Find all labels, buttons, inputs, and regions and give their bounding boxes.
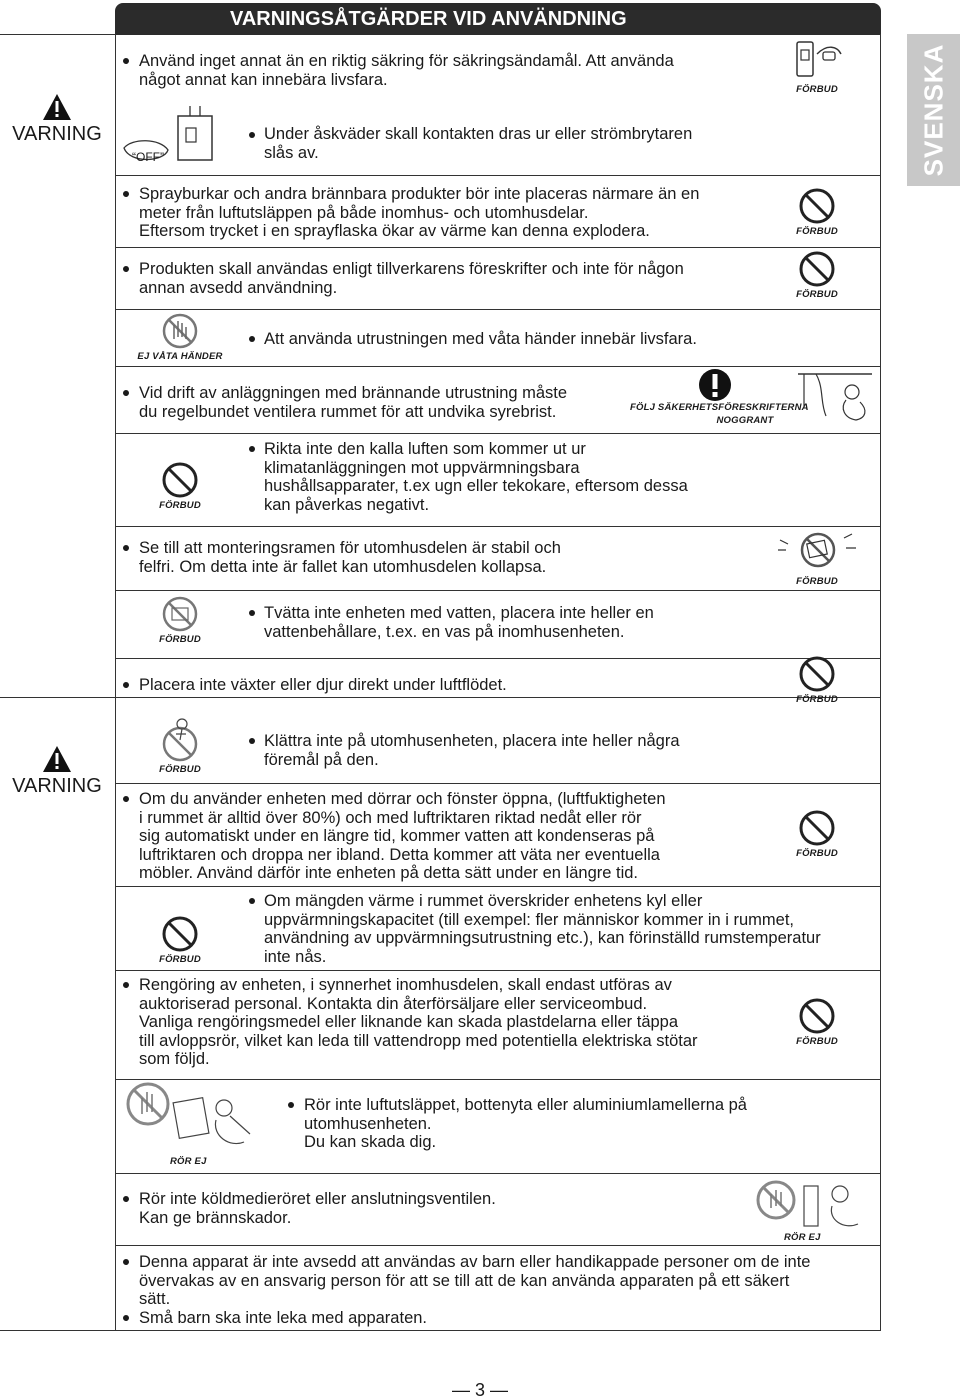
- bullet: [123, 1259, 129, 1265]
- divider: [116, 366, 880, 367]
- collapse-pictogram: [772, 528, 862, 587]
- forbud-pictogram: [140, 914, 220, 965]
- warning-block-bottom: [0, 745, 114, 798]
- text-line: luftriktaren och droppa ner ibland. Detta kommer att väta ner eventuella: [139, 845, 660, 864]
- section-title: VARNINGSÅTGÄRDER VID ANVÄNDNING: [230, 8, 627, 30]
- bullet: [249, 336, 255, 342]
- divider: [116, 590, 880, 591]
- forbud-caption: FÖRBUD: [796, 289, 838, 300]
- forbud-caption: FÖRBUD: [796, 848, 838, 859]
- text-line: Eftersom trycket i en sprayflaska ökar av värme kan denna explodera.: [139, 222, 650, 240]
- item-no-touch-outlet: [304, 1096, 747, 1152]
- text-line: något annat kan innebära livsfara.: [139, 70, 388, 89]
- warning-label: VARNING: [12, 123, 102, 145]
- bullet: [123, 796, 129, 802]
- no-climbing-pictogram: [140, 716, 220, 775]
- divider: [116, 247, 880, 248]
- forbud-caption: FÖRBUD: [796, 226, 838, 237]
- language-tab: [907, 34, 960, 186]
- prohibition-icon: [797, 654, 837, 694]
- bullet: [249, 738, 255, 744]
- text-line: kan påverkas negativt.: [264, 495, 430, 514]
- text-line: Produkten skall användas enligt tillverkarens föreskrifter och inte för någon: [139, 260, 684, 278]
- divider: [116, 309, 880, 310]
- item-children-play: [139, 1309, 427, 1328]
- ror-ej-caption: RÖR EJ: [784, 1232, 821, 1243]
- text-line: Placera inte växter eller djur direkt under luftflödet.: [139, 676, 507, 694]
- text-line: Se till att monteringsramen för utomhusdelen är stabil och: [139, 539, 561, 557]
- forbud-caption: FÖRBUD: [159, 954, 201, 965]
- text-line: sig automatiskt under en längre tid, kommer vatten att kondenseras på: [139, 827, 655, 845]
- bullet: [288, 1102, 294, 1108]
- bullet: [249, 446, 255, 452]
- no-touch-pipe-pictogram: [748, 1176, 868, 1244]
- text-line: inte nås.: [264, 947, 327, 966]
- text-line: möbler. Använd därför inte enheten på detta sätt under en längre tid.: [139, 864, 639, 882]
- item-plants-animals: [139, 676, 507, 695]
- text-line: Du kan skada dig.: [304, 1133, 437, 1151]
- no-touch-outlet-pictogram: [120, 1080, 280, 1170]
- text-line: klimatanläggningen mot uppvärmningsbara: [264, 458, 580, 477]
- item-fuse: [139, 52, 674, 89]
- text-line: Denna apparat är inte avsedd att användas av barn eller handikappade personer om de inte: [139, 1253, 811, 1271]
- text-line: Rör inte luftutsläppet, bottenyta eller aluminiumlamellerna på: [304, 1096, 747, 1114]
- item-refrigerant-pipe: [139, 1190, 496, 1227]
- bullet: [123, 1196, 129, 1202]
- climbing-person-icon: [156, 716, 204, 764]
- folj-caption-line1: FÖLJ SÄKERHETSFÖRESKRIFTERNA: [630, 402, 809, 413]
- divider: [116, 175, 880, 176]
- text-line: Rengöring av enheten, i synnerhet inomhusdelen, skall endast utföras av: [139, 976, 672, 994]
- text-line: Vanliga rengöringsmedel eller liknande kan skada plastdelarna eller täppa: [139, 1013, 679, 1031]
- forbud-caption: FÖRBUD: [159, 500, 201, 511]
- bullet: [123, 982, 129, 988]
- text-line: Klättra inte på utomhusenheten, placera inte heller några: [264, 732, 680, 750]
- exclamation-icon: [695, 368, 735, 402]
- falling-unit-icon: [774, 528, 860, 576]
- switch-off-pictogram: [120, 100, 230, 172]
- text-line: du regelbundet ventilera rummet för att undvika syrebrist.: [139, 402, 557, 421]
- forbud-pictogram: [782, 996, 852, 1047]
- window-person-icon: [796, 368, 876, 424]
- plug-icon: [789, 36, 845, 84]
- item-ventilate: [139, 384, 567, 421]
- text-line: som följd.: [139, 1050, 210, 1068]
- text-line: vattenbehållare, t.ex. en vas på inomhusenheten.: [264, 622, 625, 641]
- prohibition-icon: [160, 914, 200, 954]
- forbud-pictogram: [782, 808, 852, 859]
- item-heat-capacity: [264, 892, 821, 966]
- item-no-climbing: [264, 732, 680, 769]
- prohibition-icon: [797, 996, 837, 1036]
- forbud-pictogram: [782, 654, 852, 705]
- text-line: i rummet är alltid över 80%) och med luftriktaren riktad nedåt eller rör: [139, 808, 642, 827]
- item-no-water: [264, 604, 654, 641]
- divider: [116, 526, 880, 527]
- text-line: Sprayburkar och andra brännbara produkter bör inte placeras närmare än en: [139, 185, 700, 203]
- text-line: övervakas av en ansvarig person för att se till att de kan använda apparaten på ett säkert: [139, 1271, 790, 1290]
- text-line: Om du använder enheten med dörrar och fönster öppna, (luftfuktigheten: [139, 790, 666, 808]
- warning-triangle-icon: [42, 745, 72, 773]
- forbud-caption: FÖRBUD: [159, 764, 201, 775]
- text-line: Rör inte köldmedieröret eller anslutningsventilen.: [139, 1190, 496, 1208]
- text-line: sätt.: [139, 1290, 171, 1308]
- bullet: [123, 545, 129, 551]
- text-line: Vid drift av anläggningen med brännande utrustning måste: [139, 384, 568, 402]
- prohibition-icon: [797, 808, 837, 848]
- item-children-supervision: [139, 1253, 810, 1309]
- divider: [116, 433, 880, 434]
- item-condensation: [139, 790, 666, 883]
- no-touch-pipe-icon: [748, 1176, 868, 1232]
- text-line: användning av uppvärmningsutrustning etc.), kan förinställd rumstemperatur: [264, 929, 821, 947]
- section-header: [115, 3, 881, 35]
- text-line: till avloppsrör, vilket kan leda till vattendropp med potentiella elektriska stötar: [139, 1031, 698, 1050]
- wet-hand-icon: [158, 311, 202, 351]
- text-line: auktoriserad personal. Kontakta din återförsäljare eller serviceombud.: [139, 994, 648, 1013]
- window-pictogram: [795, 368, 877, 424]
- divider: [116, 886, 880, 887]
- bullet: [123, 58, 129, 64]
- forbud-caption: FÖRBUD: [796, 1036, 838, 1047]
- ej-vata-hander-caption: EJ VÅTA HÄNDER: [137, 351, 223, 362]
- bullet: [249, 898, 255, 904]
- bullet: [123, 191, 129, 197]
- bullet: [123, 1315, 129, 1321]
- wet-hands-pictogram: [130, 311, 230, 362]
- item-cleaning: [139, 976, 698, 1069]
- forbud-caption: FÖRBUD: [159, 634, 201, 645]
- text-line: Använd inget annat än en riktig säkring för säkringsändamål. Att använda: [139, 52, 674, 70]
- prohibition-icon: [797, 249, 837, 289]
- divider: [116, 970, 880, 971]
- forbud-caption: FÖRBUD: [796, 84, 838, 95]
- forbud-pictogram: [782, 186, 852, 237]
- text-line: Om mängden värme i rummet överskrider enhetens kyl eller: [264, 892, 703, 910]
- text-line: Små barn ska inte leka med apparaten.: [139, 1309, 428, 1327]
- warning-label: VARNING: [12, 775, 102, 797]
- divider: [116, 1245, 880, 1246]
- ror-ej-caption: RÖR EJ: [170, 1156, 207, 1167]
- text-line: föremål på den.: [264, 750, 379, 769]
- item-wet-hands: [264, 330, 697, 349]
- bullet: [123, 266, 129, 272]
- warning-triangle-icon: [42, 93, 72, 121]
- item-mounting-frame: [139, 539, 561, 576]
- text-line: felfri. Om detta inte är fallet kan utomhusdelen kollapsa.: [139, 557, 547, 576]
- prohibition-icon: [797, 186, 837, 226]
- forbud-pictogram: [782, 249, 852, 300]
- text-line: Tvätta inte enheten med vatten, placera inte heller en: [264, 604, 654, 622]
- item-thunderstorm: [264, 125, 692, 162]
- item-spray-cans: [139, 185, 699, 241]
- forbud-pictogram: [140, 460, 220, 511]
- text-line: Rikta inte den kalla luften som kommer ut ur: [264, 440, 586, 458]
- item-cold-air: [264, 440, 688, 514]
- language-tab-label: SVENSKA: [918, 43, 948, 177]
- text-line: meter från luftutsläppen på både inomhus- och utomhusdelar.: [139, 203, 589, 222]
- forbud-caption: FÖRBUD: [796, 694, 838, 705]
- bullet: [249, 610, 255, 616]
- bullet: [123, 390, 129, 396]
- text-line: Att använda utrustningen med våta händer innebär livsfara.: [264, 330, 697, 348]
- text-line: Under åskväder skall kontakten dras ur eller strömbrytaren: [264, 125, 693, 143]
- bullet: [249, 132, 255, 138]
- item-manufacturer-instructions: [139, 260, 684, 297]
- text-line: uppvärmningskapacitet (till exempel: fler människor kommer in i rummet,: [264, 910, 795, 929]
- divider: [116, 1173, 880, 1174]
- text-line: utomhusenheten.: [304, 1114, 432, 1133]
- text-line: hushållsapparater, t.ex ugn eller tekokare, eftersom dessa: [264, 477, 688, 495]
- no-touch-hand-icon: [120, 1080, 280, 1156]
- text-line: Kan ge brännskador.: [139, 1208, 292, 1227]
- warning-block-top: [0, 93, 114, 146]
- forbud-caption: FÖRBUD: [796, 576, 838, 587]
- page-number: — 3 —: [451, 1380, 508, 1398]
- divider: [116, 783, 880, 784]
- ventilation-pictogram: [630, 368, 809, 426]
- water-vase-icon: [158, 594, 202, 634]
- folj-caption-line2: NOGGRANT: [716, 415, 774, 426]
- text-line: slås av.: [264, 143, 319, 162]
- bullet: [123, 682, 129, 688]
- prohibition-icon: [160, 460, 200, 500]
- off-label: “OFF”: [132, 150, 164, 164]
- no-water-pictogram: [140, 594, 220, 645]
- text-line: annan avsedd användning.: [139, 278, 338, 297]
- divider: [116, 658, 880, 659]
- unplug-pictogram: [782, 36, 852, 95]
